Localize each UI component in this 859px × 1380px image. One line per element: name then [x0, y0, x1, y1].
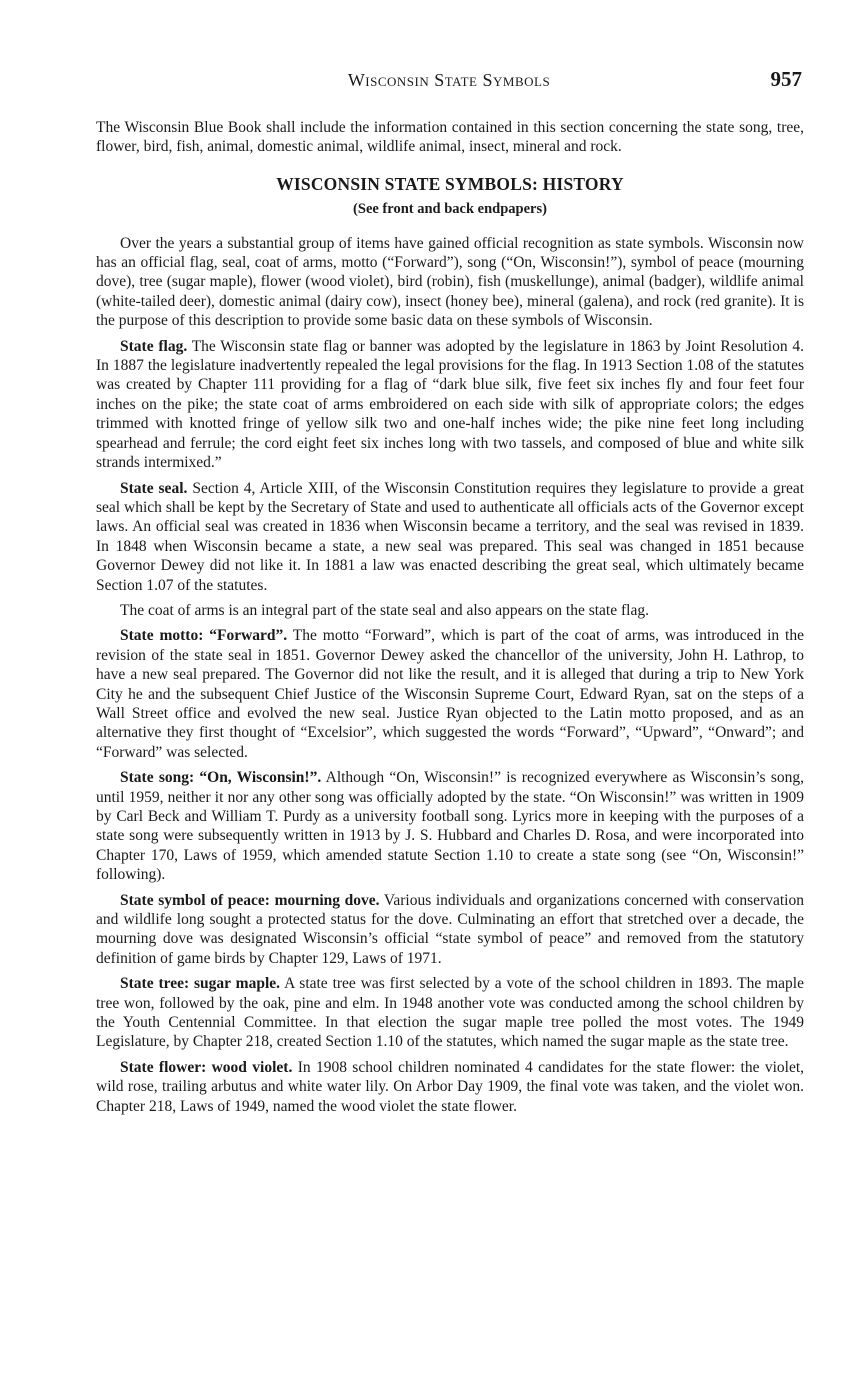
paragraph-lead: State song: “On, Wisconsin!”.: [120, 769, 322, 787]
paragraph-coat-of-arms: [96, 601, 804, 620]
running-header: [96, 67, 802, 96]
paragraph-text: Various individuals and organizations concerned with conservation and wildlife long sought a protected status for the dove. Culminating an effort that stretched over a decade, the mourning dove was designated Wisconsin’s official “state symbol of peace” and removed from the statutory definition of game birds by Chapter 129, Laws of 1971.: [96, 891, 804, 967]
paragraph-text: The motto “Forward”, which is part of the coat of arms, was introduced in the revision of the state seal in 1851. Governor Dewey asked the chancellor of the university, John H. Lathrop, to have a new seal prepared. The Governor did not like the result, and it is alleged that during a trip to New York City he and the subsequent Chief Justice of the Wisconsin Supreme Court, Edward Ryan, sat on the steps of a Wall Street office and evolved the new seal. Justice Ryan objected to the Latin motto proposed, and as an alternative they first thought of “Excelsior”, which suggested the words “Forward”, “Upward”, “Onward”; and “Forward” was selected.: [96, 627, 804, 761]
intro-paragraph: The Wisconsin Blue Book shall include the information contained in this section concerning the state song, tree, flower, bird, fish, animal, domestic animal, wildlife animal, insect, mineral and rock.: [96, 119, 804, 156]
paragraph-lead: State flag.: [120, 337, 188, 355]
paragraph-state-seal: [96, 479, 804, 595]
paragraph-lead: State seal.: [120, 479, 188, 497]
page-number: 957: [770, 67, 802, 91]
paragraph-symbol-of-peace: [96, 891, 804, 969]
paragraph-state-motto: [96, 626, 804, 762]
paragraph-text: Although “On, Wisconsin!” is recognized everywhere as Wisconsin’s song, until 1959, neither it nor any other song was officially adopted by the state. “On Wisconsin!” was written in 1909 by Carl Beck and William T. Purdy as a university football song. Lyrics more in keeping with the purposes of a state song were subsequently written in 1913 by J. S. Hubbard and Charles D. Rosa, and were incorporated into Chapter 170, Laws of 1959, which amended statute Section 1.10 to create a state song (see “On, Wisconsin!” following).: [96, 769, 804, 884]
paragraph-text: The Wisconsin state flag or banner was adopted by the legislature in 1863 by Joint Resolution 4. In 1887 the legislature inadvertently repealed the legal provisions for the flag. In 1913 Section 1.08 of the statutes was created by Chapter 111 providing for a flag of “dark blue silk, five feet six inches fly and four feet four inches on the pike; the state coat of arms embroidered on each side with silk of appropriate colors; the edges trimmed with knotted fringe of yellow silk two and one-half inches wide; the pike nine feet long including spearhead and ferrule; the cord eight feet six inches long with two tassels, and composed of blue and white silk strands intermixed.”: [96, 337, 804, 472]
paragraph-text: Section 4, Article XIII, of the Wisconsin Constitution requires they legislature to provide a great seal which shall be kept by the Secretary of State and used to authenticate all officials acts of the Governor except laws. An official seal was created in 1836 when Wisconsin became a territory, and the seal was revised in 1839. In 1848 when Wisconsin became a state, a new seal was prepared. This seal was changed in 1851 because Governor Dewey did not like it. In 1881 a law was enacted describing the great seal, which ultimately became Section 1.07 of the statutes.: [96, 479, 805, 594]
paragraph-text: Over the years a substantial group of items have gained official recognition as state symbols. Wisconsin now has an official flag, seal, coat of arms, motto (“Forward”), song (“On, Wisconsin!”), symbol of peace (mourning dove), tree (sugar maple), flower (wood violet), bird (robin), fish (muskellunge), animal (badger), wildlife animal (white-tailed deer), domestic animal (dairy cow), insect (honey bee), mineral (galena), and rock (red granite). It is the purpose of this description to provide some basic data on these symbols of Wisconsin.: [96, 234, 804, 330]
paragraph-state-flower: [96, 1058, 804, 1116]
paragraph-state-flag: [96, 337, 804, 473]
section-subtitle: (See front and back endpapers): [353, 201, 547, 218]
paragraph-lead: State flower: wood violet.: [120, 1058, 293, 1076]
running-title: Wisconsin State Symbols: [347, 70, 551, 90]
section-title: WISCONSIN STATE SYMBOLS: HISTORY: [276, 173, 624, 194]
paragraph-text: In 1908 school children nominated 4 candidates for the state flower: the violet, wild rose, trailing arbutus and white water lily. On Arbor Day 1909, the final vote was taken, and the violet won. Chapter 218, Laws of 1949, named the wood violet the state flower.: [96, 1058, 805, 1115]
paragraph-lead: State tree: sugar maple.: [120, 975, 281, 993]
paragraph-overview: [96, 234, 804, 331]
paragraph-lead: State motto: “Forward”.: [120, 627, 288, 645]
paragraph-state-tree: [96, 974, 804, 1052]
paragraph-state-song: [96, 768, 804, 884]
paragraph-lead: State symbol of peace: mourning dove.: [120, 891, 380, 909]
paragraph-text: A state tree was first selected by a vote of the school children in 1893. The maple tree won, followed by the oak, pine and elm. In 1948 another vote was conducted among the school children by the Youth Centennial Committee. In that election the sugar maple tree polled the most votes. The 1949 Legislature, by Chapter 218, created Section 1.10 of the statutes, which named the sugar maple as the state tree.: [96, 975, 804, 1051]
page-body: [96, 118, 804, 1122]
paragraph-text: The coat of arms is an integral part of the state seal and also appears on the state flag.: [120, 601, 649, 619]
